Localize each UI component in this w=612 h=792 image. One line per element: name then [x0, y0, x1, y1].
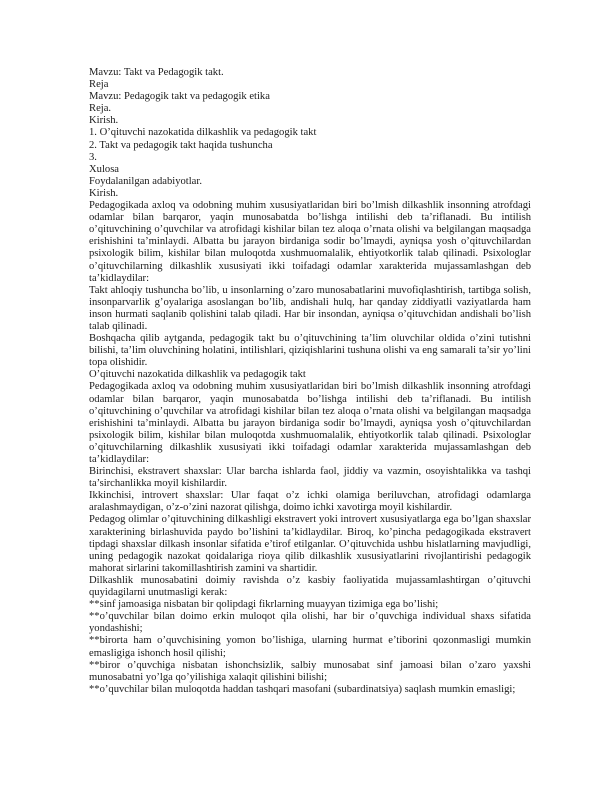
paragraph-tact-definition: Takt ahloqiy tushuncha bo’lib, u insonlarning o’zaro munosabatlarini muvofiqlashtirish, tartibga solish, insonparvarlik g’oyalariga asoslangan bo’lib, andishali hulq, har qanday ziddiyatli vaziyatlarda ham inson hurmati saqlanib qolishini talab qiladi. Har bir insondan, ayniqsa o’qituvchidan andishali bo’lish talab qilinadi.: [89, 284, 531, 332]
list-item: **o’quvchilar bilan muloqotda haddan tashqari masofani (subardinatsiya) saqlash mumkin emasligi;: [89, 683, 516, 695]
paragraph-requirements-intro: Dilkashlik munosabatini doimiy ravishda o’z kasbiy faoliyatida mujassamlashtirgan o’qituvchi quyidagilarni unutmasligi kerak:: [89, 574, 531, 599]
topic-title: Mavzu: Takt va Pedagogik takt.: [89, 67, 224, 78]
plan-label: Reja: [89, 79, 109, 91]
list-item: **sinf jamoasiga nisbatan bir qolipdagi fikrlarning muayyan tizimiga ega bo’lishi;: [89, 599, 439, 611]
document-page: [89, 67, 531, 696]
paragraph-pedagog-scholars: Pedagog olimlar o’qituvchining dilkashligi ekstravert yoki introvert xususiyatlarga ega bo’lgan shaxslar xarakterining birlashuvida paydo bo’lishini ta’kidlaydilar. Biroq, ko’pincha pedagogikada ekstravert tipdagi shaxslar dilkash insonlar sifatida e’tirof etilganlar. O’qituvchida ushbu hislatlarning mavjudligi, uning pedagogik nazokat qoidalariga rioya qilib dilkashlik xususiyatlarini rivojlantirishi pedagogik mahorat sirlarini takomillashtirish zamini va shartidir.: [89, 514, 531, 574]
list-item: **birorta ham o’quvchisining yomon bo’lishiga, ularning hurmat e’tiborini qozonmasligi mumkin emasligiga ishonch hosil qilishi;: [89, 635, 531, 659]
plan-item-intro: Kirish.: [89, 115, 119, 127]
plan-item-conclusion: Xulosa: [89, 163, 120, 175]
plan-heading: Reja.: [89, 103, 112, 115]
list-item: **biror o’quvchiga nisbatan ishonchsizlik, salbiy munosabat sinf jamoasi bilan o’zaro yaxshi munosabatni yo’lga qo’yilishiga xalaqit qilishini bilishi;: [89, 659, 531, 683]
paragraph-intro: Pedagogikada axloq va odobning muhim xususiyatlaridan biri bo’lmish dilkashlik insonning atrofdagi odamlar bilan barqaror, yaqin munosabatda bo’lishga intilishi deb ta’riflanadi. Bu intilish o’qituvchining o’quvchilar va atrofidagi kishilar bilan tez aloqa o’rnata olishi va belgilangan maqsadga erishishini ta’minlaydi. Albatta bu jarayon birdaniga sodir bo’lmaydi, ayniqsa yosh o’qituvchilardan psixologik bilim, kishilar bilan muloqotda xushmuomalalik, ehtiyotkorlik talab qilinadi. Psixologlar o’qituvchilarning dilkashlik xususiyati ikki toifadagi odamlar xarakterida mujassamlashgan deb ta’kidlaydilar:: [89, 200, 531, 284]
paragraph-extravert: Birinchisi, ekstravert shaxslar: Ular barcha ishlarda faol, jiddiy va vazmin, osoyishtalikka va tashqi ta’sirchanlikka moyil kishilardir.: [89, 466, 531, 490]
section-heading-dilkashlik: O’qituvchi nazokatida dilkashlik va pedagogik takt: [89, 369, 306, 381]
plan-item-references: Foydalanilgan adabiyotlar.: [89, 175, 202, 187]
section-heading-intro: Kirish.: [89, 187, 119, 199]
plan-item-2: 2. Takt va pedagogik takt haqida tushuncha: [89, 139, 273, 151]
topic-subtitle: Mavzu: Pedagogik takt va pedagogik etika: [89, 91, 270, 103]
plan-item-3: 3.: [89, 151, 97, 163]
plan-item-1: 1. O’qituvchi nazokatida dilkashlik va pedagogik takt: [89, 127, 317, 139]
paragraph-pedagogical-tact: Boshqacha qilib aytganda, pedagogik takt bu o’qituvchining ta’lim oluvchilar oldida o’zini tutishni bilishi, ta’lim oluvchining holatini, intilishlari, qiziqishlarini tushuna olishi va eng samarali ta’sir yo’lini topa olishidir.: [89, 333, 531, 369]
list-item: **o’quvchilar bilan doimo erkin muloqot qila olishi, har bir o’quvchiga individual shaxs sifatida yondashishi;: [89, 611, 531, 635]
paragraph-dilkashlik: Pedagogikada axloq va odobning muhim xususiyatlaridan biri bo’lmish dilkashlik insonning atrofdagi odamlar bilan barqaror, yaqin munosabatda bo’lishga intilishi deb ta’riflanadi. Bu intilish o’qituvchining o’quvchilar va atrofidagi kishilar bilan tez aloqa o’rnata olishi va belgilangan maqsadga erishishini ta’minlaydi. Albatta bu jarayon birdaniga sodir bo’lmaydi, ayniqsa yosh o’qituvchilardan psixologik bilim, kishilar bilan muloqotda xushmuomalalik, ehtiyotkorlik talab qilinadi. Psixologlar o’qituvchilarning dilkashlik xususiyati ikki toifadagi odamlar xarakterida mujassamlashgan deb ta’kidlaydilar:: [89, 381, 531, 465]
paragraph-introvert: Ikkinchisi, introvert shaxslar: Ular faqat o’z ichki olamiga beriluvchan, atrofidagi odamlarga aralashmaydigan, o’z-o’zini nazorat qilishga, doimo ichki xavotirga moyil kishilardir.: [89, 490, 531, 514]
